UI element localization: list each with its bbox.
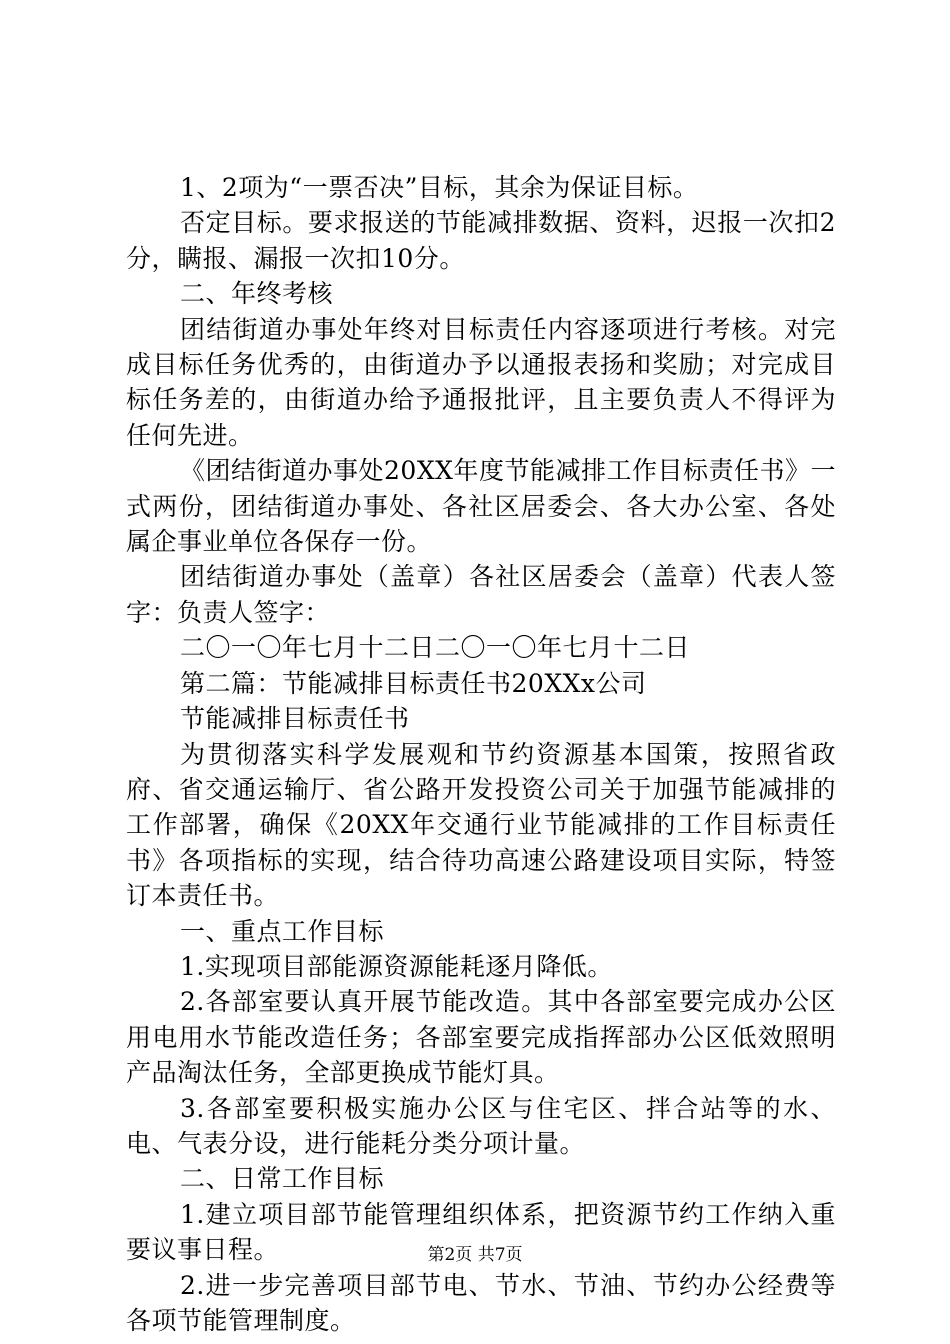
- list-item-daily-2: 2.进一步完善项目部节电、节水、节油、节约办公经费等各项节能管理制度。: [126, 1270, 836, 1335]
- paragraph-veto-note: 1、2项为“一票否决”目标，其余为保证目标。: [180, 173, 699, 202]
- heading-year-end-assessment: 二、年终考核: [180, 279, 334, 309]
- paragraph-assessment-detail: 团结街道办事处年终对目标责任内容逐项进行考核。对完成目标任务优秀的，由街道办予以通报表扬和奖励；对完成目标任务差的，由街道办给予通报批评，且主要负责人不得评为任何先进。: [126, 314, 836, 450]
- list-item-daily-1: 1.建立项目部节能管理组织体系，把资源节约工作纳入重要议事日程。: [126, 1199, 836, 1265]
- heading-key-targets: 一、重点工作目标: [180, 916, 385, 946]
- heading-responsibility-letter: 节能减排目标责任书: [180, 704, 410, 734]
- paragraph-purpose: 为贯彻落实科学发展观和节约资源基本国策，按照省政府、省交通运输厅、省公路开发投资公司关于加强节能减排的工作部署，确保《20XX年交通行业节能减排的工作目标责任书》各项指标的实现，结合待功高速公路建设项目实际，特签订本责任书。: [126, 739, 836, 911]
- list-item-key-2: 2.各部室要认真开展节能改造。其中各部室要完成办公区用电用水节能改造任务；各部室要完成指挥部办公区低效照明产品淘汰任务，全部更换成节能灯具。: [126, 987, 836, 1088]
- page-number-footer: 第2页 共7页: [427, 1245, 523, 1265]
- heading-daily-targets: 二、日常工作目标: [180, 1164, 385, 1194]
- paragraph-copies: 《团结街道办事处20XX年度节能减排工作目标责任书》一式两份，团结街道办事处、各社区居委会、各大办公室、各处属企事业单位各保存一份。: [126, 456, 836, 557]
- document-body: [126, 170, 836, 1338]
- paragraph-negative-target: 否定目标。要求报送的节能减排数据、资料，迟报一次扣2分，瞒报、漏报一次扣10分。: [126, 208, 836, 273]
- list-item-key-3: 3.各部室要积极实施办公区与住宅区、拌合站等的水、电、气表分设，进行能耗分类分项计量。: [126, 1093, 836, 1158]
- paragraph-signatures: 团结街道办事处（盖章）各社区居委会（盖章）代表人签字：负责人签字：: [126, 562, 836, 627]
- paragraph-dates: 二〇一〇年七月十二日二〇一〇年七月十二日: [180, 633, 691, 663]
- heading-second-article: 第二篇：节能减排目标责任书20XXx公司: [180, 668, 647, 698]
- list-item-key-1: 1.实现项目部能源资源能耗逐月降低。: [180, 951, 613, 981]
